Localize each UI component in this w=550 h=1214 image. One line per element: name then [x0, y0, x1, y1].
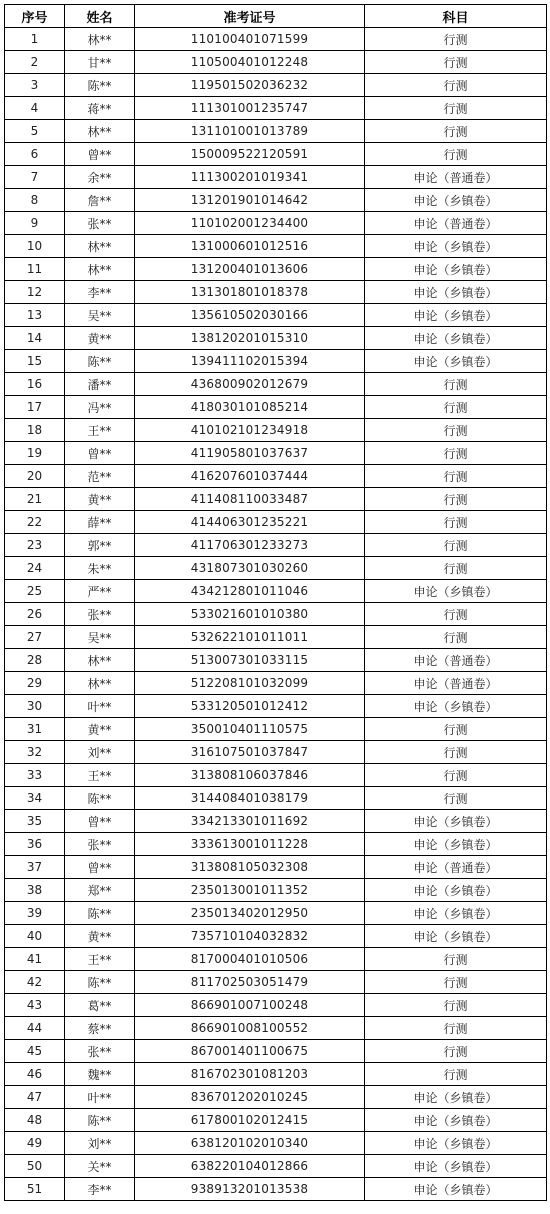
cell-name: 黄**: [65, 925, 135, 948]
cell-exam-id: 735710104032832: [135, 925, 365, 948]
cell-seq: 15: [5, 350, 65, 373]
cell-name: 林**: [65, 235, 135, 258]
cell-subject: 行测: [365, 1063, 547, 1086]
cell-seq: 21: [5, 488, 65, 511]
cell-exam-id: 334213301011692: [135, 810, 365, 833]
table-row: [5, 1086, 547, 1109]
cell-seq: 4: [5, 97, 65, 120]
cell-exam-id: 414406301235221: [135, 511, 365, 534]
cell-seq: 30: [5, 695, 65, 718]
cell-exam-id: 938913201013538: [135, 1178, 365, 1201]
cell-name: 黄**: [65, 718, 135, 741]
cell-exam-id: 110102001234400: [135, 212, 365, 235]
cell-name: 陈**: [65, 902, 135, 925]
table-row: [5, 948, 547, 971]
cell-exam-id: 314408401038179: [135, 787, 365, 810]
cell-exam-id: 316107501037847: [135, 741, 365, 764]
table-row: [5, 189, 547, 212]
cell-seq: 28: [5, 649, 65, 672]
cell-name: 刘**: [65, 741, 135, 764]
table-row: [5, 787, 547, 810]
table-row: [5, 350, 547, 373]
cell-seq: 5: [5, 120, 65, 143]
cell-subject: 申论（乡镇卷）: [365, 810, 547, 833]
cell-name: 叶**: [65, 695, 135, 718]
table-row: [5, 971, 547, 994]
cell-seq: 36: [5, 833, 65, 856]
table-row: [5, 879, 547, 902]
cell-exam-id: 110500401012248: [135, 51, 365, 74]
cell-subject: 行测: [365, 419, 547, 442]
table-row: [5, 672, 547, 695]
cell-name: 黄**: [65, 327, 135, 350]
cell-subject: 申论（普通卷）: [365, 166, 547, 189]
cell-subject: 申论（普通卷）: [365, 649, 547, 672]
cell-name: 范**: [65, 465, 135, 488]
cell-seq: 13: [5, 304, 65, 327]
cell-name: 关**: [65, 1155, 135, 1178]
cell-seq: 29: [5, 672, 65, 695]
cell-seq: 9: [5, 212, 65, 235]
cell-exam-id: 138120201015310: [135, 327, 365, 350]
cell-seq: 12: [5, 281, 65, 304]
cell-seq: 26: [5, 603, 65, 626]
table-row: [5, 1040, 547, 1063]
cell-exam-id: 431807301030260: [135, 557, 365, 580]
cell-seq: 39: [5, 902, 65, 925]
cell-name: 曾**: [65, 143, 135, 166]
table-row: [5, 718, 547, 741]
cell-subject: 申论（乡镇卷）: [365, 833, 547, 856]
cell-exam-id: 350010401110575: [135, 718, 365, 741]
cell-subject: 申论（乡镇卷）: [365, 327, 547, 350]
table-row: [5, 488, 547, 511]
cell-name: 甘**: [65, 51, 135, 74]
cell-exam-id: 131101001013789: [135, 120, 365, 143]
cell-name: 林**: [65, 672, 135, 695]
cell-subject: 行测: [365, 28, 547, 51]
table-row: [5, 1063, 547, 1086]
cell-seq: 16: [5, 373, 65, 396]
header-exam-id: 准考证号: [135, 5, 365, 28]
cell-subject: 行测: [365, 534, 547, 557]
cell-seq: 18: [5, 419, 65, 442]
cell-subject: 行测: [365, 718, 547, 741]
cell-name: 余**: [65, 166, 135, 189]
table-row: [5, 695, 547, 718]
cell-name: 郑**: [65, 879, 135, 902]
table-row: [5, 258, 547, 281]
cell-name: 曾**: [65, 442, 135, 465]
cell-exam-id: 411408110033487: [135, 488, 365, 511]
table-row: [5, 304, 547, 327]
cell-subject: 申论（乡镇卷）: [365, 1086, 547, 1109]
cell-name: 张**: [65, 1040, 135, 1063]
table-row: [5, 373, 547, 396]
cell-seq: 45: [5, 1040, 65, 1063]
cell-exam-id: 533120501012412: [135, 695, 365, 718]
cell-subject: 行测: [365, 557, 547, 580]
cell-subject: 申论（乡镇卷）: [365, 235, 547, 258]
header-seq: 序号: [5, 5, 65, 28]
table-row: [5, 396, 547, 419]
cell-name: 林**: [65, 120, 135, 143]
cell-seq: 49: [5, 1132, 65, 1155]
table-row: [5, 143, 547, 166]
cell-exam-id: 817000401010506: [135, 948, 365, 971]
cell-seq: 33: [5, 764, 65, 787]
cell-subject: 申论（乡镇卷）: [365, 281, 547, 304]
cell-name: 陈**: [65, 350, 135, 373]
table-row: [5, 764, 547, 787]
cell-subject: 行测: [365, 465, 547, 488]
cell-subject: 行测: [365, 626, 547, 649]
cell-exam-id: 416207601037444: [135, 465, 365, 488]
cell-subject: 行测: [365, 51, 547, 74]
cell-exam-id: 235013402012950: [135, 902, 365, 925]
cell-name: 蔡**: [65, 1017, 135, 1040]
cell-name: 张**: [65, 833, 135, 856]
cell-name: 潘**: [65, 373, 135, 396]
table-row: [5, 97, 547, 120]
cell-seq: 31: [5, 718, 65, 741]
table-row: [5, 810, 547, 833]
cell-seq: 17: [5, 396, 65, 419]
cell-name: 薛**: [65, 511, 135, 534]
cell-name: 刘**: [65, 1132, 135, 1155]
table-row: [5, 281, 547, 304]
cell-exam-id: 533021601010380: [135, 603, 365, 626]
cell-name: 严**: [65, 580, 135, 603]
cell-subject: 行测: [365, 994, 547, 1017]
cell-subject: 行测: [365, 741, 547, 764]
table-row: [5, 741, 547, 764]
table-row: [5, 442, 547, 465]
cell-subject: 行测: [365, 488, 547, 511]
cell-subject: 申论（乡镇卷）: [365, 902, 547, 925]
cell-exam-id: 110100401071599: [135, 28, 365, 51]
cell-name: 魏**: [65, 1063, 135, 1086]
cell-exam-id: 816702301081203: [135, 1063, 365, 1086]
cell-name: 冯**: [65, 396, 135, 419]
cell-subject: 行测: [365, 396, 547, 419]
cell-exam-id: 131000601012516: [135, 235, 365, 258]
cell-subject: 行测: [365, 74, 547, 97]
cell-subject: 行测: [365, 97, 547, 120]
cell-exam-id: 617800102012415: [135, 1109, 365, 1132]
cell-exam-id: 434212801011046: [135, 580, 365, 603]
cell-exam-id: 836701202010245: [135, 1086, 365, 1109]
cell-subject: 申论（乡镇卷）: [365, 189, 547, 212]
cell-seq: 24: [5, 557, 65, 580]
cell-exam-id: 111300201019341: [135, 166, 365, 189]
table-row: [5, 1155, 547, 1178]
cell-exam-id: 410102101234918: [135, 419, 365, 442]
cell-seq: 50: [5, 1155, 65, 1178]
cell-exam-id: 333613001011228: [135, 833, 365, 856]
cell-subject: 行测: [365, 948, 547, 971]
cell-exam-id: 532622101011011: [135, 626, 365, 649]
cell-seq: 7: [5, 166, 65, 189]
cell-subject: 行测: [365, 511, 547, 534]
cell-subject: 申论（乡镇卷）: [365, 304, 547, 327]
cell-subject: 行测: [365, 120, 547, 143]
cell-seq: 42: [5, 971, 65, 994]
cell-seq: 20: [5, 465, 65, 488]
cell-exam-id: 811702503051479: [135, 971, 365, 994]
cell-name: 王**: [65, 948, 135, 971]
table-row: [5, 1109, 547, 1132]
cell-seq: 32: [5, 741, 65, 764]
cell-name: 王**: [65, 419, 135, 442]
cell-subject: 行测: [365, 603, 547, 626]
cell-seq: 1: [5, 28, 65, 51]
cell-name: 詹**: [65, 189, 135, 212]
cell-exam-id: 411905801037637: [135, 442, 365, 465]
cell-subject: 申论（乡镇卷）: [365, 1178, 547, 1201]
table-row: [5, 557, 547, 580]
cell-seq: 25: [5, 580, 65, 603]
table-row: [5, 120, 547, 143]
cell-exam-id: 638220104012866: [135, 1155, 365, 1178]
cell-exam-id: 131200401013606: [135, 258, 365, 281]
table-row: [5, 28, 547, 51]
cell-subject: 申论（乡镇卷）: [365, 879, 547, 902]
cell-seq: 38: [5, 879, 65, 902]
cell-exam-id: 150009522120591: [135, 143, 365, 166]
cell-exam-id: 867001401100675: [135, 1040, 365, 1063]
table-row: [5, 74, 547, 97]
cell-exam-id: 313808105032308: [135, 856, 365, 879]
cell-exam-id: 131301801018378: [135, 281, 365, 304]
cell-exam-id: 512208101032099: [135, 672, 365, 695]
cell-subject: 申论（乡镇卷）: [365, 925, 547, 948]
candidate-table-container: [4, 4, 546, 1201]
cell-subject: 申论（乡镇卷）: [365, 1155, 547, 1178]
cell-name: 朱**: [65, 557, 135, 580]
cell-seq: 22: [5, 511, 65, 534]
table-row: [5, 925, 547, 948]
table-row: [5, 534, 547, 557]
cell-seq: 19: [5, 442, 65, 465]
table-row: [5, 1132, 547, 1155]
cell-exam-id: 638120102010340: [135, 1132, 365, 1155]
cell-subject: 行测: [365, 442, 547, 465]
cell-subject: 申论（乡镇卷）: [365, 1109, 547, 1132]
cell-name: 张**: [65, 212, 135, 235]
cell-name: 吴**: [65, 626, 135, 649]
cell-subject: 申论（普通卷）: [365, 856, 547, 879]
cell-seq: 6: [5, 143, 65, 166]
table-row: [5, 902, 547, 925]
table-row: [5, 465, 547, 488]
cell-subject: 申论（普通卷）: [365, 212, 547, 235]
table-row: [5, 649, 547, 672]
cell-seq: 34: [5, 787, 65, 810]
cell-seq: 11: [5, 258, 65, 281]
table-row: [5, 833, 547, 856]
cell-seq: 2: [5, 51, 65, 74]
cell-subject: 申论（普通卷）: [365, 672, 547, 695]
table-row: [5, 856, 547, 879]
header-name: 姓名: [65, 5, 135, 28]
cell-exam-id: 119501502036232: [135, 74, 365, 97]
cell-name: 叶**: [65, 1086, 135, 1109]
cell-name: 吴**: [65, 304, 135, 327]
cell-seq: 46: [5, 1063, 65, 1086]
table-row: [5, 419, 547, 442]
cell-name: 王**: [65, 764, 135, 787]
table-body: [5, 28, 547, 1201]
cell-name: 林**: [65, 258, 135, 281]
table-row: [5, 511, 547, 534]
cell-subject: 行测: [365, 787, 547, 810]
cell-subject: 申论（乡镇卷）: [365, 1132, 547, 1155]
cell-seq: 27: [5, 626, 65, 649]
table-row: [5, 235, 547, 258]
cell-subject: 行测: [365, 143, 547, 166]
candidate-table: [4, 4, 547, 1201]
cell-subject: 申论（乡镇卷）: [365, 258, 547, 281]
cell-exam-id: 866901008100552: [135, 1017, 365, 1040]
cell-name: 林**: [65, 649, 135, 672]
cell-seq: 37: [5, 856, 65, 879]
table-row: [5, 626, 547, 649]
cell-name: 郭**: [65, 534, 135, 557]
cell-seq: 48: [5, 1109, 65, 1132]
header-subject: 科目: [365, 5, 547, 28]
cell-seq: 43: [5, 994, 65, 1017]
cell-name: 李**: [65, 1178, 135, 1201]
cell-name: 葛**: [65, 994, 135, 1017]
cell-subject: 申论（乡镇卷）: [365, 350, 547, 373]
cell-seq: 8: [5, 189, 65, 212]
cell-exam-id: 313808106037846: [135, 764, 365, 787]
cell-name: 陈**: [65, 74, 135, 97]
cell-subject: 申论（乡镇卷）: [365, 695, 547, 718]
cell-seq: 10: [5, 235, 65, 258]
cell-name: 蒋**: [65, 97, 135, 120]
cell-exam-id: 135610502030166: [135, 304, 365, 327]
cell-exam-id: 513007301033115: [135, 649, 365, 672]
cell-name: 林**: [65, 28, 135, 51]
cell-exam-id: 111301001235747: [135, 97, 365, 120]
table-row: [5, 580, 547, 603]
cell-seq: 23: [5, 534, 65, 557]
table-row: [5, 212, 547, 235]
cell-subject: 行测: [365, 373, 547, 396]
table-header-row: [5, 5, 547, 28]
cell-name: 陈**: [65, 971, 135, 994]
cell-exam-id: 418030101085214: [135, 396, 365, 419]
table-row: [5, 51, 547, 74]
cell-exam-id: 139411102015394: [135, 350, 365, 373]
cell-exam-id: 235013001011352: [135, 879, 365, 902]
cell-seq: 35: [5, 810, 65, 833]
cell-name: 陈**: [65, 1109, 135, 1132]
cell-name: 曾**: [65, 810, 135, 833]
cell-exam-id: 131201901014642: [135, 189, 365, 212]
cell-seq: 51: [5, 1178, 65, 1201]
table-row: [5, 1017, 547, 1040]
cell-name: 曾**: [65, 856, 135, 879]
cell-seq: 3: [5, 74, 65, 97]
table-row: [5, 994, 547, 1017]
cell-subject: 申论（乡镇卷）: [365, 580, 547, 603]
cell-name: 张**: [65, 603, 135, 626]
cell-seq: 14: [5, 327, 65, 350]
cell-seq: 41: [5, 948, 65, 971]
cell-seq: 44: [5, 1017, 65, 1040]
table-row: [5, 327, 547, 350]
table-row: [5, 603, 547, 626]
table-row: [5, 166, 547, 189]
cell-exam-id: 866901007100248: [135, 994, 365, 1017]
cell-exam-id: 411706301233273: [135, 534, 365, 557]
cell-subject: 行测: [365, 1017, 547, 1040]
cell-subject: 行测: [365, 971, 547, 994]
cell-subject: 行测: [365, 764, 547, 787]
table-row: [5, 1178, 547, 1201]
cell-name: 陈**: [65, 787, 135, 810]
cell-seq: 40: [5, 925, 65, 948]
cell-name: 黄**: [65, 488, 135, 511]
cell-name: 李**: [65, 281, 135, 304]
cell-subject: 行测: [365, 1040, 547, 1063]
cell-seq: 47: [5, 1086, 65, 1109]
cell-exam-id: 436800902012679: [135, 373, 365, 396]
